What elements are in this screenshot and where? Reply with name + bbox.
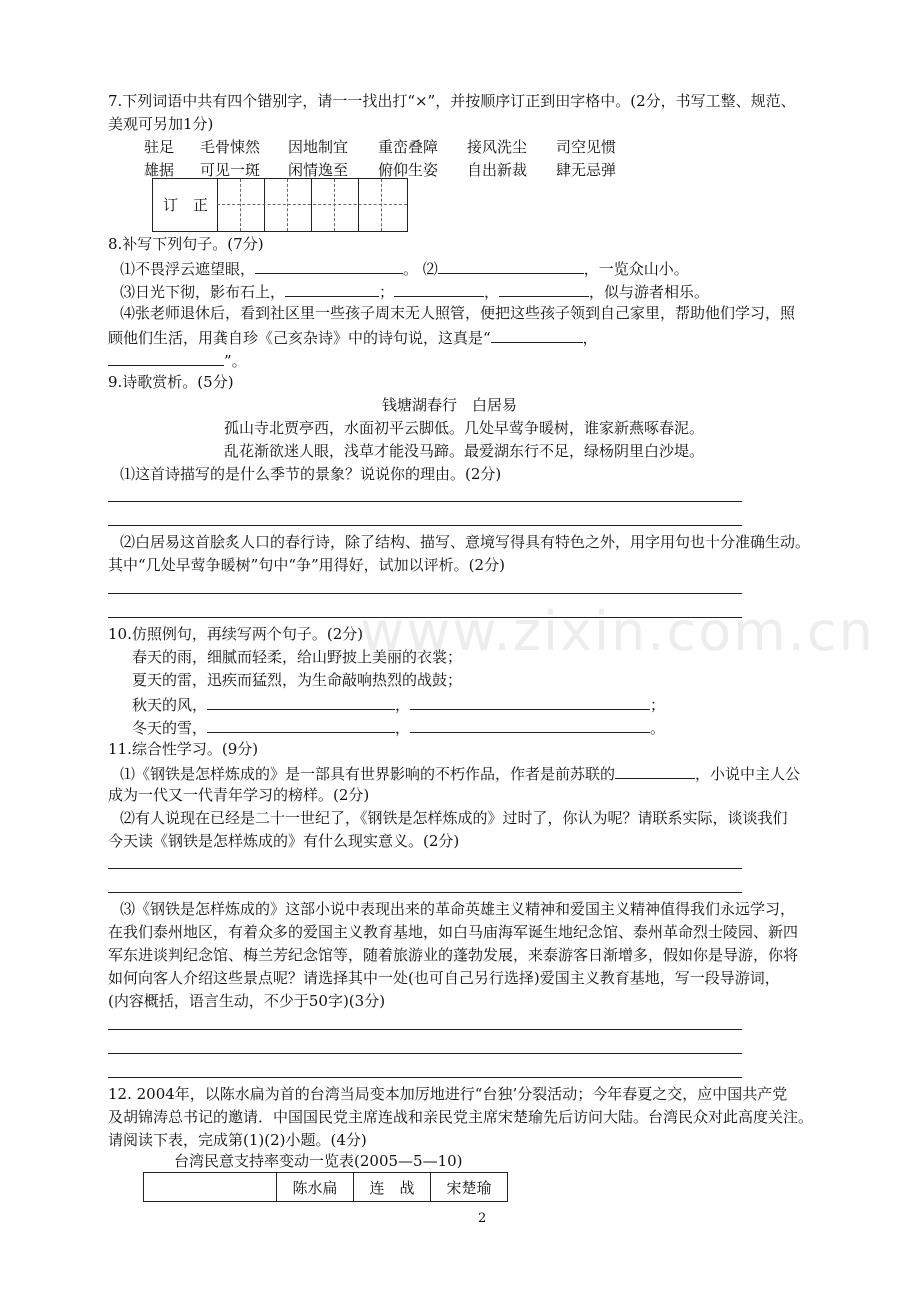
- q7-title-cont: 美观可另加1分): [108, 115, 214, 133]
- q12-para: 12. 2004年，以陈水扁为首的台湾当局变本加厉地进行“台独’分裂活动；今年春夏之交，应中国共产党: [108, 1085, 788, 1103]
- answer-line[interactable]: [108, 1077, 742, 1078]
- answer-blank[interactable]: [615, 762, 695, 779]
- q11-sub-1: ⑴《钢铁是怎样炼成的》是一部具有世界影响的不朽作品，作者是前苏联的 ，小说中主人公: [120, 762, 800, 784]
- answer-blank[interactable]: [491, 326, 583, 343]
- q10-line-4: 冬天的雪， ， 。: [132, 716, 665, 738]
- q9-title: 9.诗歌赏析。(5分): [108, 373, 234, 391]
- q7-title: 7.下列词语中共有四个错别字，请一一找出打“×”，并按顺序订正到田字格中。(2分，书写工整、规范、: [108, 92, 796, 110]
- word: 自出新裁: [467, 161, 528, 179]
- answer-line[interactable]: [108, 593, 742, 594]
- answer-blank[interactable]: [255, 257, 403, 274]
- word: 驻足: [144, 138, 175, 156]
- q11-title: 11.综合性学习。(9分): [108, 740, 259, 758]
- table-header-cell: 陈水扁: [277, 1173, 354, 1202]
- q10-example: 夏天的雷，迅疾而猛烈，为生命敲响热烈的战鼓；: [132, 671, 463, 689]
- grid-label: 订 正: [163, 196, 209, 214]
- table-caption: 台湾民意支持率变动一览表(2005—5—10): [174, 1152, 463, 1170]
- q10-example: 春天的雨，细腻而轻柔，给山野披上美丽的衣裳；: [132, 648, 463, 666]
- word: 可见一斑: [200, 161, 261, 179]
- q11-sub-3-cont: 军东进谈判纪念馆、梅兰芳纪念馆等，随着旅游业的蓬勃发展，来泰游客日渐增多，假如你是导游，你将: [108, 946, 799, 964]
- grid-cell[interactable]: [264, 179, 265, 231]
- table-header-row: [144, 1173, 508, 1202]
- q12-para: 及胡锦涛总书记的邀请．中国国民党主席连战和亲民党主席宋楚瑜先后访问大陆。台湾民众对此高度关注。: [108, 1108, 814, 1126]
- q11-sub-3-cont: (内容概括，语言生动，不少于50字)(3分): [108, 992, 386, 1010]
- page-number: 2: [478, 1211, 487, 1226]
- answer-blank[interactable]: [410, 693, 650, 710]
- answer-line[interactable]: [108, 525, 742, 526]
- word: 俯仰生姿: [378, 161, 439, 179]
- answer-line[interactable]: [108, 617, 742, 618]
- q9-sub-1: ⑴这首诗描写的是什么季节的景象？说说你的理由。(2分): [120, 465, 502, 483]
- q8-line-2: ⑶日光下彻，影布石上， ； ， ，似与游者相乐。: [120, 280, 709, 302]
- word: 重峦叠障: [378, 138, 439, 156]
- answer-blank[interactable]: [438, 257, 584, 274]
- poem-line: 乱花渐欲迷人眼，浅草才能没马蹄。最爱湖东行不足，绿杨阴里白沙堤。: [224, 442, 705, 460]
- q8-line-1: ⑴不畏浮云遮望眼， 。 ⑵ ，一览众山小。: [120, 257, 689, 279]
- answer-blank[interactable]: [410, 716, 650, 733]
- q11-sub-2-cont: 今天读《钢铁是怎样炼成的》有什么现实意义。(2分): [108, 832, 460, 850]
- table-header-cell: [144, 1173, 277, 1202]
- answer-line[interactable]: [108, 868, 742, 869]
- word: 毛骨悚然: [200, 138, 261, 156]
- table-header-cell: 连 战: [354, 1173, 431, 1202]
- table-header-cell: 宋楚瑜: [431, 1173, 508, 1202]
- answer-line[interactable]: [108, 1053, 742, 1054]
- watermark: www.zixin.com.cn: [360, 600, 875, 663]
- q10-title: 10.仿照例句，再续写两个句子。(2分): [108, 625, 364, 643]
- poem-line: 孤山寺北贾亭西，水面初平云脚低。几处早莺争暖树，谁家新燕啄春泥。: [224, 419, 705, 437]
- support-rate-table: [143, 1172, 508, 1202]
- word: 雄据: [144, 161, 175, 179]
- q8-line-4: 顾他们生活，用龚自珍《己亥杂诗》中的诗句说，这真是“ ，: [108, 326, 598, 348]
- word: 司空见惯: [556, 138, 617, 156]
- q12-para: 请阅读下表，完成第(1)(2)小题。(4分): [108, 1131, 367, 1149]
- answer-blank[interactable]: [207, 716, 395, 733]
- answer-line[interactable]: [108, 501, 742, 502]
- grid-cell[interactable]: [217, 179, 218, 231]
- answer-blank[interactable]: [108, 349, 224, 366]
- q11-sub-2: ⑵有人说现在已经是二十一世纪了，《钢铁是怎样炼成的》过时了，你认为呢？请联系实际，谈谈我们: [120, 809, 788, 827]
- q9-sub-2: ⑵白居易这首脍炙人口的春行诗，除了结构、描写、意境写得具有特色之外，用字用句也十分准确生动。: [120, 533, 811, 551]
- q9-sub-2-cont: 其中“几处早莺争暖树”句中“争”用得好，试加以评析。(2分): [108, 556, 505, 574]
- q10-line-3: 秋天的风， ， ；: [132, 693, 665, 715]
- grid-cell[interactable]: [358, 179, 359, 231]
- word: 因地制宜: [288, 138, 349, 156]
- word: 闲情逸至: [288, 161, 349, 179]
- word: 接风洗尘: [467, 138, 528, 156]
- q8-line-5: ”。: [108, 349, 247, 371]
- q8-line-3: ⑷张老师退休后，看到社区里一些孩子周末无人照管，便把这些孩子领到自己家里，帮助他们学习，照: [120, 304, 796, 322]
- q11-sub-3-cont: 在我们泰州地区，有着众多的爱国主义教育基地，如白马庙海军诞生地纪念馆、泰州革命烈士陵园、新四: [108, 923, 799, 941]
- q11-sub-3: ⑶《钢铁是怎样炼成的》这部小说中表现出来的革命英雄主义精神和爱国主义精神值得我们永远学习，: [120, 900, 796, 918]
- correction-grid: [152, 178, 408, 232]
- answer-line[interactable]: [108, 892, 742, 893]
- q11-sub-1-cont: 成为一代又一代青年学习的榜样。(2分): [108, 786, 370, 804]
- answer-blank[interactable]: [499, 280, 589, 297]
- poem-title: 钱塘湖春行 白居易: [382, 396, 518, 414]
- grid-cell[interactable]: [311, 179, 312, 231]
- answer-blank[interactable]: [207, 693, 395, 710]
- answer-blank[interactable]: [394, 280, 484, 297]
- answer-line[interactable]: [108, 1029, 742, 1030]
- q11-sub-3-cont: 如何向客人介绍这些景点呢？请选择其中一处(也可自己另行选择)爱国主义教育基地，写一段导游词，: [108, 969, 780, 987]
- answer-blank[interactable]: [285, 280, 379, 297]
- word: 肆无忌弹: [556, 161, 617, 179]
- q8-title: 8.补写下列句子。(7分): [108, 235, 264, 253]
